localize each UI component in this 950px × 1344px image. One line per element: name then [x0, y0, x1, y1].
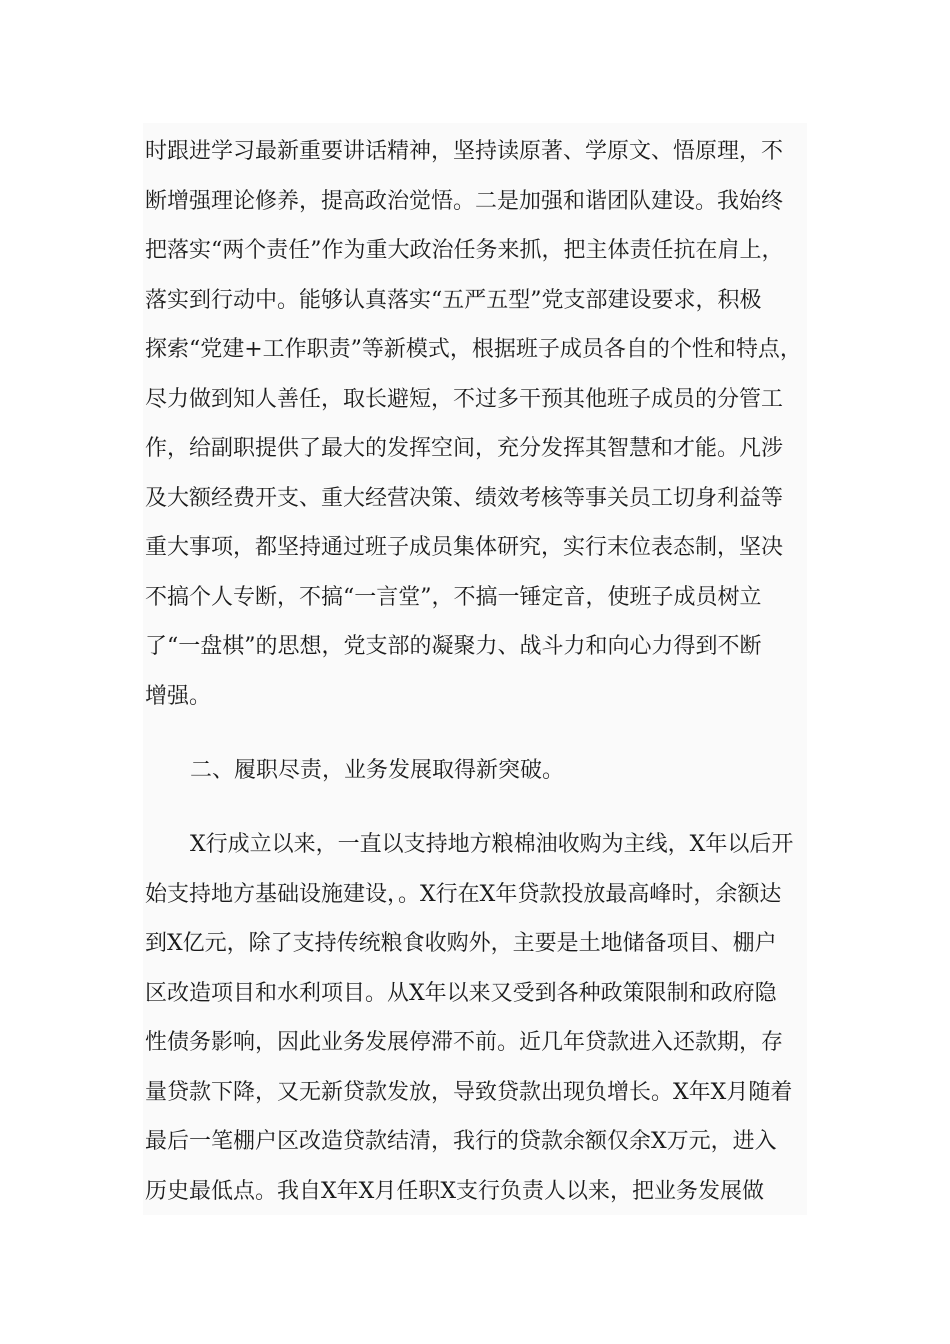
text-line: 始支持地方基础设施建设，。X行在X年贷款投放最高峰时，余额达 — [145, 882, 782, 907]
text-line: 到X亿元，除了支持传统粮食收购外，主要是土地储备项目、棚户 — [145, 931, 777, 956]
section-heading: 二、履职尽责，业务发展取得新突破。 — [190, 758, 565, 783]
text-line: 区改造项目和水利项目。从X年以来又受到各种政策限制和政府隐 — [145, 981, 777, 1006]
text-line: 量贷款下降，又无新贷款发放，导致贷款出现负增长。X年X月随着 — [145, 1080, 793, 1105]
text-line: 作，给副职提供了最大的发挥空间，充分发挥其智慧和才能。凡涉 — [145, 436, 784, 461]
text-line: X行成立以来，一直以支持地方粮棉油收购为主线，X年以后开 — [190, 832, 794, 857]
text-line: 尽力做到知人善任，取长避短，不过多干预其他班子成员的分管工 — [145, 387, 784, 412]
text-line: 时跟进学习最新重要讲话精神，坚持读原著、学原文、悟原理，不 — [145, 139, 784, 164]
text-line: 最后一笔棚户区改造贷款结清，我行的贷款余额仅余X万元，进入 — [145, 1129, 777, 1154]
text-line: 落实到行动中。能够认真落实“五严五型”党支部建设要求，积极 — [145, 288, 762, 313]
text-line: 探索“党建+工作职责”等新模式，根据班子成员各自的个性和特点， — [145, 337, 802, 362]
text-line: 把落实“两个责任”作为重大政治任务来抓，把主体责任抗在肩上， — [145, 238, 784, 263]
text-line: 及大额经费开支、重大经营决策、绩效考核等事关员工切身利益等 — [145, 486, 784, 511]
text-line: 不搞个人专断，不搞“一言堂”，不搞一锤定音，使班子成员树立 — [145, 585, 762, 610]
text-line: 性债务影响，因此业务发展停滞不前。近几年贷款进入还款期，存 — [145, 1030, 784, 1055]
text-line: 重大事项，都坚持通过班子成员集体研究，实行末位表态制，坚决 — [145, 535, 784, 560]
text-line: 断增强理论修养，提高政治觉悟。二是加强和谐团队建设。我始终 — [145, 189, 784, 214]
text-line: 了“一盘棋”的思想，党支部的凝聚力、战斗力和向心力得到不断 — [145, 634, 762, 659]
text-line: 增强。 — [145, 684, 212, 709]
text-line: 历史最低点。我自X年X月任职X支行负责人以来，把业务发展做 — [145, 1179, 764, 1204]
